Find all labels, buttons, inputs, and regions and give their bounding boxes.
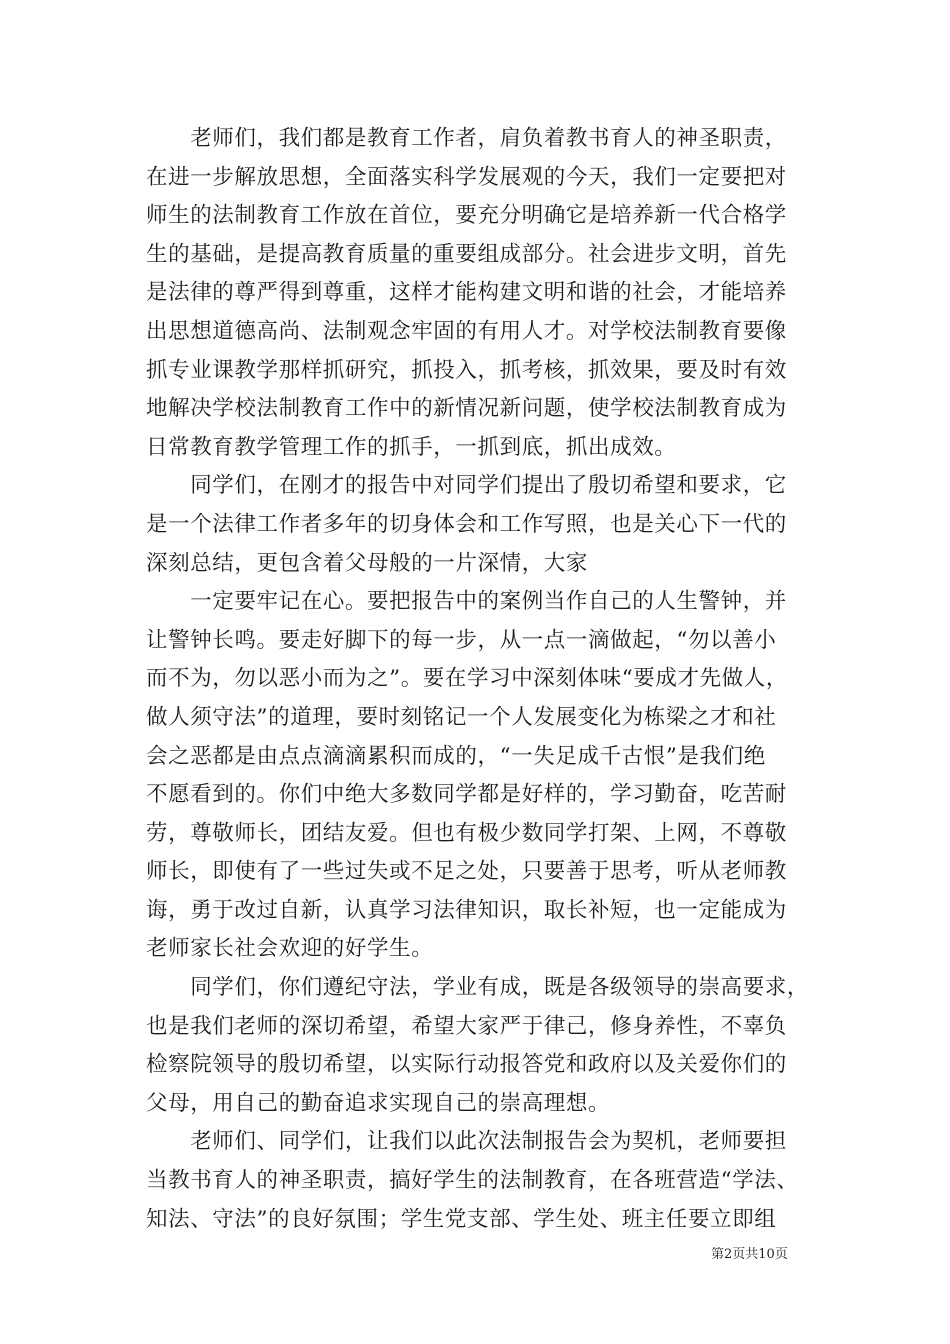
- text-line: 老师家长社会欢迎的好学生。: [146, 936, 434, 962]
- text-line: 一定要牢记在心。要把报告中的案例当作自己的人生警钟，并: [146, 589, 787, 615]
- text-line: 检察院领导的殷切希望，以实际行动报答党和政府以及关爱你们的: [146, 1052, 787, 1078]
- text-line: 是一个法律工作者多年的切身体会和工作写照，也是关心下一代的: [146, 511, 787, 537]
- text-line: 也是我们老师的深切希望，希望大家严于律己，修身养性，不辜负: [146, 1013, 787, 1039]
- text-line: 师生的法制教育工作放在首位，要充分明确它是培养新一代合格学: [146, 203, 787, 229]
- text-line: 让警钟长鸣。要走好脚下的每一步，从一点一滴做起，“勿以善小: [146, 627, 777, 653]
- text-line: 做人须守法”的道理，要时刻铭记一个人发展变化为栋梁之才和社: [146, 704, 777, 730]
- text-line: 日常教育教学管理工作的抓手，一抓到底，抓出成效。: [146, 434, 677, 460]
- page-number-footer: 第2页共10页: [711, 1247, 788, 1262]
- text-line: 抓专业课教学那样抓研究，抓投入，抓考核，抓效果，要及时有效: [146, 357, 787, 383]
- document-body: [146, 120, 812, 1239]
- text-line: 知法、守法”的良好氛围；学生党支部、学生处、班主任要立即组: [146, 1206, 777, 1232]
- text-line: 同学们，你们遵纪守法，学业有成，既是各级领导的崇高要求，: [146, 975, 810, 1001]
- text-line: 诲，勇于改过自新，认真学习法律知识，取长补短，也一定能成为: [146, 897, 787, 923]
- text-line: 当教书育人的神圣职责，搞好学生的法制教育，在各班营造“学法、: [146, 1168, 799, 1194]
- text-line: 师长，即使有了一些过失或不足之处，只要善于思考，听从老师教: [146, 859, 787, 885]
- text-line: 深刻总结，更包含着父母般的一片深情，大家: [146, 550, 589, 576]
- text-line: 在进一步解放思想，全面落实科学发展观的今天，我们一定要把对: [146, 164, 787, 190]
- text-line: 劳，尊敬师长，团结友爱。但也有极少数同学打架、上网，不尊敬: [146, 820, 787, 846]
- text-line: 是法律的尊严得到尊重，这样才能构建文明和谐的社会，才能培养: [146, 280, 787, 306]
- text-line: 老师们、同学们，让我们以此次法制报告会为契机，老师要担: [146, 1129, 787, 1155]
- text-line: 生的基础，是提高教育质量的重要组成部分。社会进步文明，首先: [146, 241, 787, 267]
- text-line: 同学们，在刚才的报告中对同学们提出了殷切希望和要求，它: [146, 473, 787, 499]
- text-line: 地解决学校法制教育工作中的新情况新问题，使学校法制教育成为: [146, 396, 787, 422]
- text-line: 而不为，勿以恶小而为之”。要在学习中深刻体味“要成才先做人，: [146, 666, 788, 692]
- text-line: 老师们，我们都是教育工作者，肩负着教书育人的神圣职责，: [146, 126, 787, 151]
- text-line: 会之恶都是由点点滴滴累积而成的，“一失足成千古恨”是我们绝: [146, 743, 766, 769]
- text-line: 父母，用自己的勤奋追求实现自己的崇高理想。: [146, 1090, 611, 1116]
- text-line: 出思想道德高尚、法制观念牢固的有用人才。对学校法制教育要像: [146, 318, 787, 344]
- text-line: 不愿看到的。你们中绝大多数同学都是好样的，学习勤奋，吃苦耐: [146, 782, 787, 808]
